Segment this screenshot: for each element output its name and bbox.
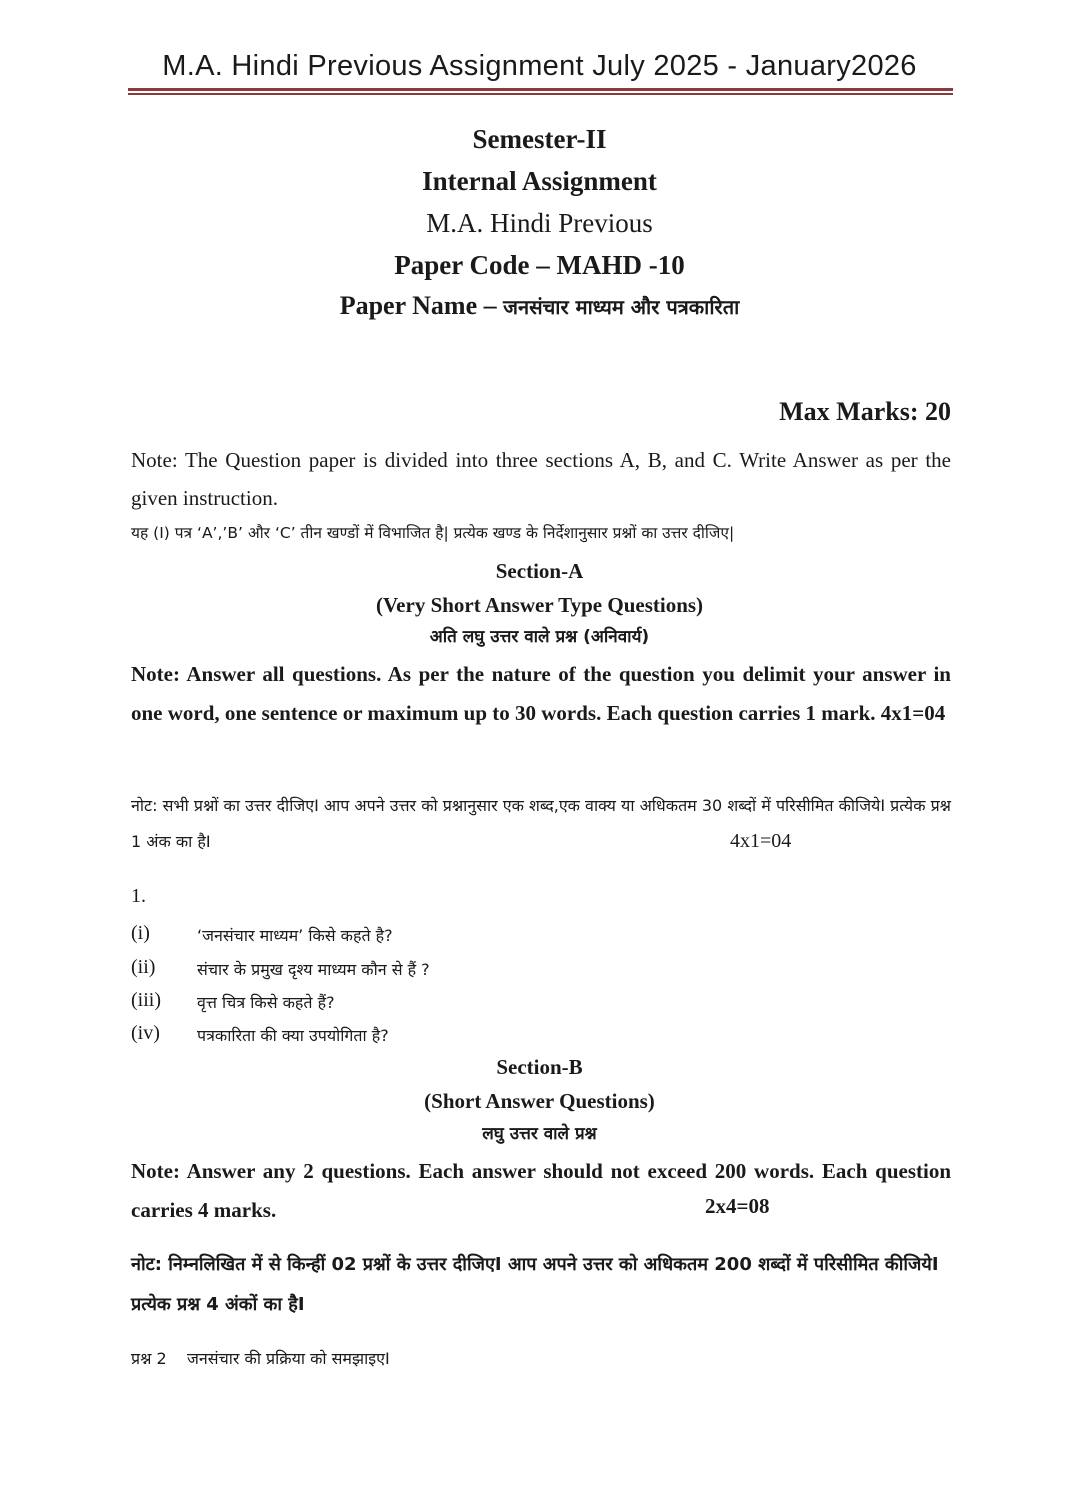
section-b-marks: 2x4=08 (705, 1194, 770, 1218)
max-marks: Max Marks: 20 (779, 397, 951, 426)
list-item (131, 956, 951, 990)
general-note-hindi: यह (I) पत्र ‘A’,’B’ और ‘C’ तीन खण्डों में विभाजित है| प्रत्येक खण्ड के निर्देशानुसार प्रश्नों का उत्तर दीजिए| (131, 524, 735, 542)
paper-name-hindi: जनसंचार माध्यम और पत्रकारिता (503, 295, 740, 319)
section-a-subtitle-hindi: अति लघु उत्तर वाले प्रश्न (अनिवार्य) (429, 627, 650, 647)
section-a-note-hindi: नोट: सभी प्रश्नों का उत्तर दीजिएI आप अपने उत्तर को प्रश्नानुसार एक शब्द,एक वाक्य या अधिकतम 30 शब्दों में परिसीमित कीजियेI प्रत्येक प्रश्न 1 अंक का हैI (131, 796, 951, 851)
question-subnumber: (ii) (131, 956, 156, 978)
section-a-subtitle: (Very Short Answer Type Questions) (375, 593, 704, 617)
question-text: वृत्त चित्र किसे कहते हैं? (197, 993, 335, 1012)
question-1-number: 1. (131, 885, 146, 907)
semester-title: Semester-II (472, 124, 607, 154)
assignment-type: Internal Assignment (422, 166, 657, 196)
page-header: M.A. Hindi Previous Assignment July 2025 - January2026 (162, 50, 917, 82)
paper-name (0, 291, 1079, 321)
question-2: प्रश्न 2 जनसंचार की प्रक्रिया को समझाइएI (131, 1349, 390, 1368)
question-text: ‘जनसंचार माध्यम’ किसे कहते है? (197, 926, 393, 945)
section-b-subtitle-hindi: लघु उत्तर वाले प्रश्न (482, 1124, 597, 1144)
question-subnumber: (i) (131, 922, 150, 944)
question-text: पत्रकारिता की क्या उपयोगिता है? (197, 1026, 389, 1045)
section-b-subtitle: (Short Answer Questions) (424, 1089, 655, 1113)
question-subnumber: (iii) (131, 989, 161, 1011)
section-a-marks: 4x1=04 (730, 830, 792, 852)
section-b-note-english: Note: Answer any 2 questions. Each answer should not exceed 200 words. Each question carries 4 marks. (131, 1159, 951, 1222)
paper-name-label: Paper Name – (339, 291, 504, 320)
section-b-note-hindi: नोट: निम्नलिखित में से किन्हीं 02 प्रश्नों के उत्तर दीजिएI आप अपने उत्तर को अधिकतम 200 शब्दों में परिसीमित कीजियेI प्रत्येक प्रश्न 4 अंकों का हैI (131, 1254, 939, 1315)
program-name: M.A. Hindi Previous (426, 208, 653, 238)
general-note-english: Note: The Question paper is divided into three sections A, B, and C. Write Answer as per the given instruction. (131, 448, 951, 510)
header-rule-thick (128, 88, 953, 91)
header-rule-thin (128, 93, 953, 95)
paper-code: Paper Code – MAHD -10 (394, 250, 685, 280)
list-item (131, 989, 951, 1023)
list-item (131, 922, 951, 956)
section-a-title: Section-A (495, 559, 584, 583)
question-text: संचार के प्रमुख दृश्य माध्यम कौन से हैं ? (197, 960, 430, 979)
section-a-note-english: Note: Answer all questions. As per the nature of the question you delimit your answer in one word, one sentence or maximum up to 30 words. Each question carries 1 mark. 4x1=04 (131, 662, 951, 725)
list-item (131, 1022, 951, 1056)
section-b-title: Section-B (496, 1055, 583, 1079)
question-subnumber: (iv) (131, 1022, 160, 1044)
